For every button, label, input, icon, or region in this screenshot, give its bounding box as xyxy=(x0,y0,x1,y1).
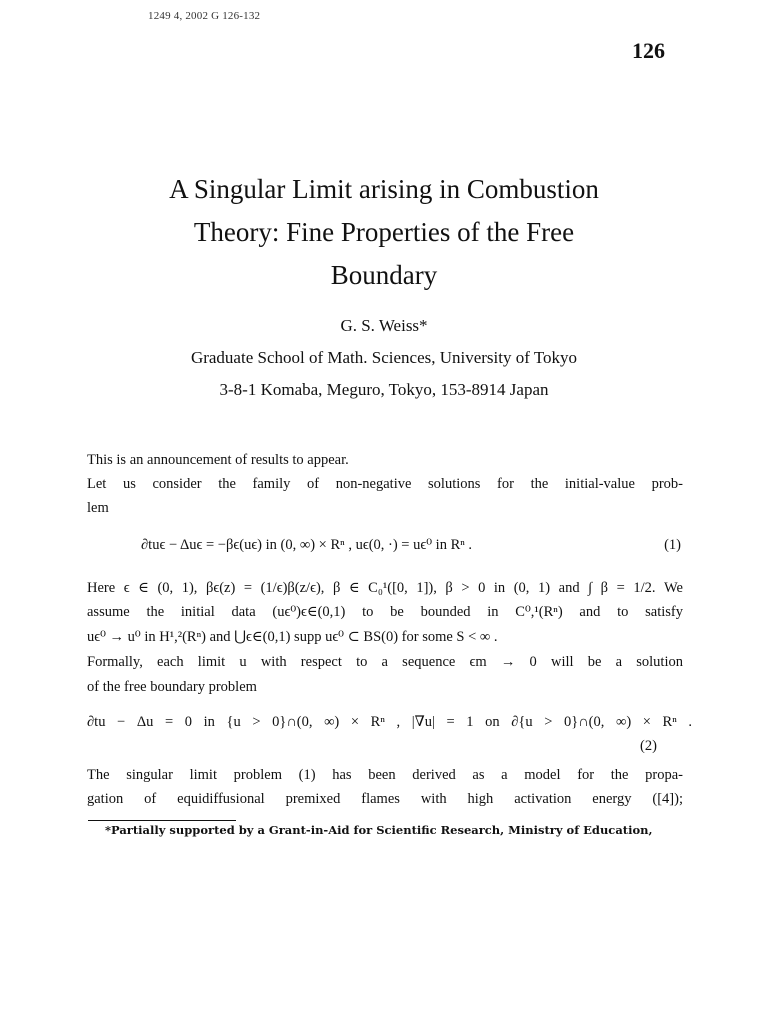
paragraph-intro-line-1: Let us consider the family of non-negative solutions for the initial-value prob- xyxy=(87,476,683,492)
journal-reference: 1249 4, 2002 G 126-132 xyxy=(148,10,261,22)
equation-2-expression: ∂tu − Δu = 0 in {u > 0}∩(0, ∞) × Rⁿ , |∇u| = 1 on ∂{u > 0}∩(0, ∞) × Rⁿ . xyxy=(87,714,692,730)
paragraph-formal-line-2: of the free boundary problem xyxy=(87,679,257,695)
affiliation-line-2: 3-8-1 Komaba, Meguro, Tokyo, 153-8914 Japan xyxy=(219,380,549,399)
paragraph-assumptions-line-1: Here ϵ ∈ (0, 1), βϵ(z) = (1/ϵ)β(z/ϵ), β ∈ C₀¹([0, 1]), β > 0 in (0, 1) and ∫ β = 1/2. We xyxy=(87,580,683,596)
paper-title xyxy=(60,168,708,297)
paragraph-assumptions-line-2: assume the initial data (uϵ⁰)ϵ∈(0,1) to be bounded in C⁰,¹(Rⁿ) and to satisfy xyxy=(87,604,683,620)
title-line-2: Theory: Fine Properties of the Free xyxy=(193,217,575,247)
equation-2-number: (2) xyxy=(640,738,657,754)
footnote: *Partially supported by a Grant-in-Aid for Scientific Research, Ministry of Education, xyxy=(105,823,653,837)
title-line-3: Boundary xyxy=(330,260,438,290)
title-line-1: A Singular Limit arising in Combustion xyxy=(169,174,599,204)
paragraph-model-line-2: gation of equidiffusional premixed flames with high activation energy ([4]); xyxy=(87,791,683,807)
paragraph-intro-line-2: lem xyxy=(87,500,109,516)
author-name: G. S. Weiss* xyxy=(340,316,428,335)
equation-1-number: (1) xyxy=(664,537,681,553)
paragraph-announcement: This is an announcement of results to appear. xyxy=(87,452,349,468)
equation-1-expression: ∂tuϵ − Δuϵ = −βϵ(uϵ) in (0, ∞) × Rⁿ , uϵ(0, ·) = uϵ⁰ in Rⁿ . xyxy=(141,537,473,553)
paragraph-model-line-1: The singular limit problem (1) has been derived as a model for the propa- xyxy=(87,767,683,783)
page-number: 126 xyxy=(632,38,665,63)
footnote-divider xyxy=(88,820,236,821)
paragraph-assumptions-line-3: uϵ⁰ → u⁰ in H¹,²(Rⁿ) and ⋃ϵ∈(0,1) supp uϵ⁰ ⊂ BS(0) for some S < ∞ . xyxy=(87,629,498,645)
affiliation-line-1: Graduate School of Math. Sciences, University of Tokyo xyxy=(190,348,578,367)
paragraph-formal-line-1: Formally, each limit u with respect to a sequence ϵm → 0 will be a solution xyxy=(87,654,683,670)
